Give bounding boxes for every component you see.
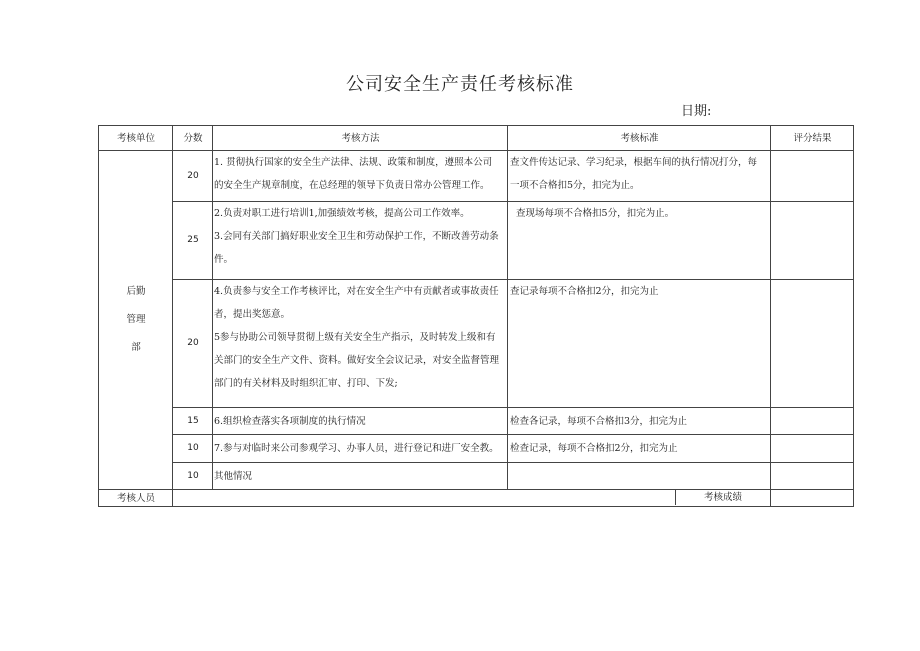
unit-line: 后勤 (126, 286, 146, 297)
method-line: 部门的有关材料及时组织汇审、打印、下发; (214, 378, 398, 389)
table-row (99, 435, 854, 463)
table-row (99, 151, 854, 202)
table-row (99, 408, 854, 435)
method-line: 4.负责参与安全工作考核评比，对在安全生产中有贡献者或事故责任 (214, 286, 499, 297)
method-line: 5参与协助公司领导贯彻上级有关安全生产指示，及时转发上级和有 (214, 332, 496, 343)
method-line: 的安全生产规章制度，在总经理的领导下负责日常办公管理工作。 (214, 180, 490, 191)
footer-span-cell (173, 490, 771, 507)
standard-cell (508, 435, 771, 463)
method-cell (213, 463, 508, 490)
unit-line: 管理 (126, 314, 146, 325)
header-row (99, 126, 854, 151)
assessor-input-area[interactable] (173, 490, 675, 505)
result-cell[interactable] (771, 202, 854, 280)
method-cell (213, 151, 508, 202)
method-cell (213, 408, 508, 435)
standard-line: 检查各记录，每项不合格扣3分，扣完为止 (510, 415, 688, 427)
unit-cell (99, 151, 173, 490)
standard-cell (508, 408, 771, 435)
standard-cell (508, 202, 771, 280)
standard-line: 查文件传达记录、学习纪录，根据车间的执行情况打分，每 (510, 157, 758, 168)
method-line: 3.会同有关部门搞好职业安全卫生和劳动保护工作，不断改善劳动条 (214, 231, 499, 242)
document-title: 公司安全生产责任考核标准 (346, 74, 574, 95)
method-line: 7.参与对临时来公司参观学习、办事人员，进行登记和进厂安全教。 (214, 443, 499, 454)
final-score-cell[interactable] (771, 490, 854, 507)
header-score: 分数 (173, 126, 213, 151)
table-row (99, 280, 854, 408)
unit-line: 部 (131, 342, 141, 353)
method-line: 件。 (214, 254, 234, 265)
method-line: 6.组织检查落实各项制度的执行情况 (214, 415, 366, 427)
result-cell[interactable] (771, 151, 854, 202)
standard-line: 一项不合格扣5分，扣完为止。 (510, 180, 640, 191)
result-cell[interactable] (771, 435, 854, 463)
assessor-label: 考核人员 (99, 490, 173, 507)
footer-row (99, 490, 854, 507)
score-cell: 25 (173, 202, 213, 280)
result-cell[interactable] (771, 280, 854, 408)
header-unit: 考核单位 (99, 126, 173, 151)
method-line: 者，提出奖惩意。 (214, 309, 291, 320)
header-standard: 考核标准 (508, 126, 771, 151)
result-cell[interactable] (771, 463, 854, 490)
score-cell: 20 (173, 280, 213, 408)
result-cell[interactable] (771, 408, 854, 435)
method-line: 2.负责对职工进行培训1,加强绩效考核，提高公司工作效率。 (214, 208, 470, 219)
result-label: 考核成绩 (675, 490, 770, 505)
standard-cell (508, 151, 771, 202)
score-cell: 10 (173, 435, 213, 463)
standard-line: 查现场每项不合格扣5分，扣完为止。 (510, 208, 675, 219)
standard-cell (508, 463, 771, 490)
method-line: 关部门的安全生产文件、资料。做好安全会议记录，对安全监督管理 (214, 355, 500, 366)
score-cell: 10 (173, 463, 213, 490)
score-cell: 15 (173, 408, 213, 435)
assessment-table (98, 125, 854, 507)
method-line: 1. 贯彻执行国家的安全生产法律、法规、政策和制度，遵照本公司 (214, 157, 493, 168)
score-cell: 20 (173, 151, 213, 202)
standard-line: 检查记录，每项不合格扣2分，扣完为止 (510, 443, 678, 454)
date-label: 日期: (681, 104, 712, 119)
method-line: 其他情况 (214, 470, 253, 482)
header-result: 评分结果 (771, 126, 854, 151)
standard-line: 查记录每项不合格扣2分，扣完为止 (510, 286, 659, 297)
method-cell (213, 202, 508, 280)
table-row (99, 202, 854, 280)
table-row (99, 463, 854, 490)
header-method: 考核方法 (213, 126, 508, 151)
standard-cell (508, 280, 771, 408)
method-cell (213, 280, 508, 408)
method-cell (213, 435, 508, 463)
